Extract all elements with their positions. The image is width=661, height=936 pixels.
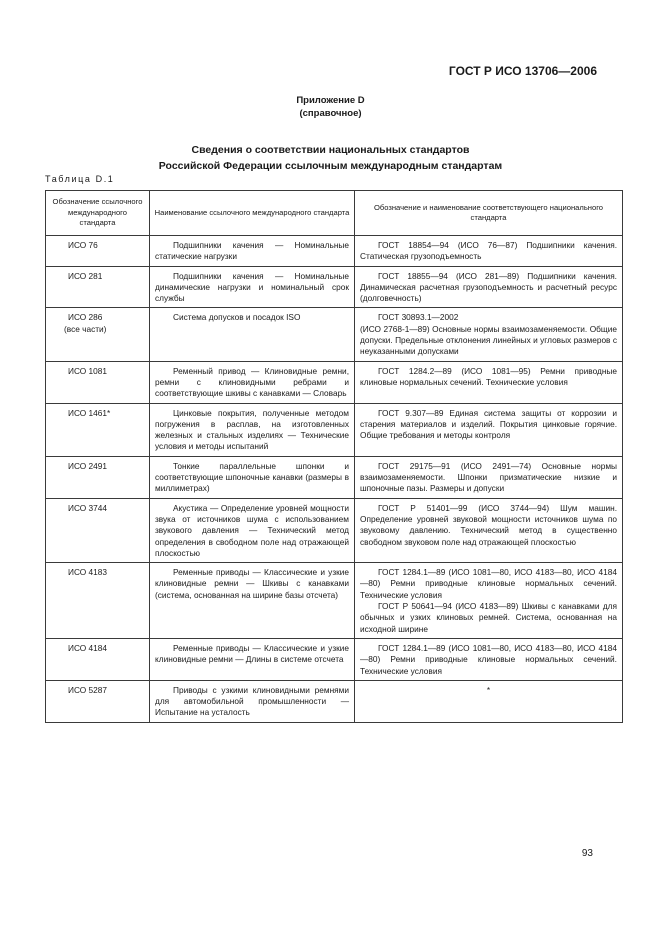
table-header-row [46,191,623,236]
cell-code: ИСО 5287 [46,680,150,722]
table-row [46,236,623,267]
cell-code: ИСО 1081 [46,361,150,403]
cell-code: ИСО 2491 [46,456,150,498]
cell-national: ГОСТ 30893.1—2002 (ИСО 2768-1—89) Основные нормы взаимозаменяемости. Общие допуски. Предельные отклонения линейных и угловых размеров с неуказанными допусками [355,308,623,361]
cell-name: Подшипники качения — Номинальные динамические нагрузки и номинальный срок службы [150,266,355,308]
column-header-code: Обозначение ссылочного международного стандарта [46,191,150,236]
cell-name: Приводы с узкими клиновидными ремнями для автомобильной промышленности — Испытание на усталость [150,680,355,722]
cell-national: ГОСТ 29175—91 (ИСО 2491—74) Основные нормы взаимозаменяемости. Шпонки призматические низкие и шпоночные пазы. Размеры и допуски [355,456,623,498]
cell-code-value: ИСО 286 [68,312,103,323]
page-title-line2: Российской Федерации ссылочным международным стандартам [158,160,503,172]
cell-name: Ременный привод — Клиновидные ремни, ремни с клиновидными ребрами и соответствующие шкивы с канавками — Словарь [150,361,355,403]
cell-national: ГОСТ 1284.1—89 (ИСО 1081—80, ИСО 4183—80, ИСО 4184—80) Ремни приводные клиновые нормальных сечений. Технические условия [355,638,623,680]
table-row [46,266,623,308]
table-row [46,361,623,403]
cell-national: ГОСТ Р 51401—99 (ИСО 3744—94) Шум машин. Определение уровней звуковой мощности источников шума по звуковому давлению. Технический метод в существенно свободном звуковом поле над отражающей плоскостью [355,498,623,562]
cell-national: ГОСТ 9.307—89 Единая система защиты от коррозии и старения материалов и изделий. Покрытия цинковые горячие. Общие требования и методы контроля [355,403,623,456]
cell-code: ИСО 4183 [46,563,150,639]
table-row [46,403,623,456]
cell-name: Ременные приводы — Классические и узкие клиновидные ремни — Длины в системе отсчета [150,638,355,680]
column-header-name: Наименование ссылочного международного стандарта [150,191,355,236]
table-row [46,456,623,498]
table-row [46,680,623,722]
cell-national: ГОСТ 18854—94 (ИСО 76—87) Подшипники качения. Статическая грузоподъемность [355,236,623,267]
cell-code: ИСО 1461* [46,403,150,456]
table-label: Таблица D.1 [45,174,115,184]
cell-code [46,308,150,361]
cell-code: ИСО 281 [46,266,150,308]
document-code: ГОСТ Р ИСО 13706—2006 [448,64,597,78]
page-number: 93 [581,848,593,859]
cell-name: Ременные приводы — Классические и узкие клиновидные ремни — Шкивы с канавками (система, основанная на ширине базы отсчета) [150,563,355,639]
cell-code: ИСО 76 [46,236,150,267]
cell-name: Цинковые покрытия, полученные методом погружения в расплав, на изготовленных железных и стальных изделиях — Технические условия и методы испытаний [150,403,355,456]
table-row [46,308,623,361]
cell-name: Акустика — Определение уровней мощности звука от источников шума с использованием звукового давления — Технический метод определения в свободном поле над отражающей плоскостью [150,498,355,562]
column-header-national: Обозначение и наименование соответствующего национального стандарта [355,191,623,236]
cell-code: ИСО 4184 [46,638,150,680]
cell-national: ГОСТ 1284.2—89 (ИСО 1081—95) Ремни приводные клиновые нормальных сечений. Технические условия [355,361,623,403]
cell-name: Тонкие параллельные шпонки и соответствующие шпоночные канавки (размеры в миллиметрах) [150,456,355,498]
cell-national: ГОСТ 1284.1—89 (ИСО 1081—80, ИСО 4183—80, ИСО 4184—80) Ремни приводные клиновые нормальных сечений. Технические условия ГОСТ Р 50641—94 (ИСО 4183—89) Шкивы с канавками для обычных и узких клиновых ремней. Система, основанная на исходной ширине [355,563,623,639]
cell-code-note: (все части) [64,323,107,334]
cell-code: ИСО 3744 [46,498,150,562]
footnote-mark: * [486,684,491,695]
cell-name: Подшипники качения — Номинальные статические нагрузки [150,236,355,267]
annex-type: (справочное) [299,108,362,119]
annex-heading [0,94,661,120]
standards-table [45,190,623,723]
page-title [0,142,661,174]
table-row [46,563,623,639]
table-row [46,638,623,680]
table-row [46,498,623,562]
cell-national [355,680,623,722]
cell-national: ГОСТ 18855—94 (ИСО 281—89) Подшипники качения. Динамическая расчетная грузоподъемность и расчетный ресурс (долговечность) [355,266,623,308]
cell-name: Система допусков и посадок ISO [150,308,355,361]
page-title-line1: Сведения о соответствии национальных стандартов [191,144,470,156]
cell-national-continued: (ИСО 2768-1—89) Основные нормы взаимозаменяемости. Общие допуски. Предельные отклонения линейных и угловых размеров с неуказанными допусками [360,323,617,357]
annex-title: Приложение D [296,95,365,106]
cell-national-second: ГОСТ Р 50641—94 (ИСО 4183—89) Шкивы с канавками для обычных и узких клиновых ремней. Система, основанная на исходной ширине [360,601,617,634]
